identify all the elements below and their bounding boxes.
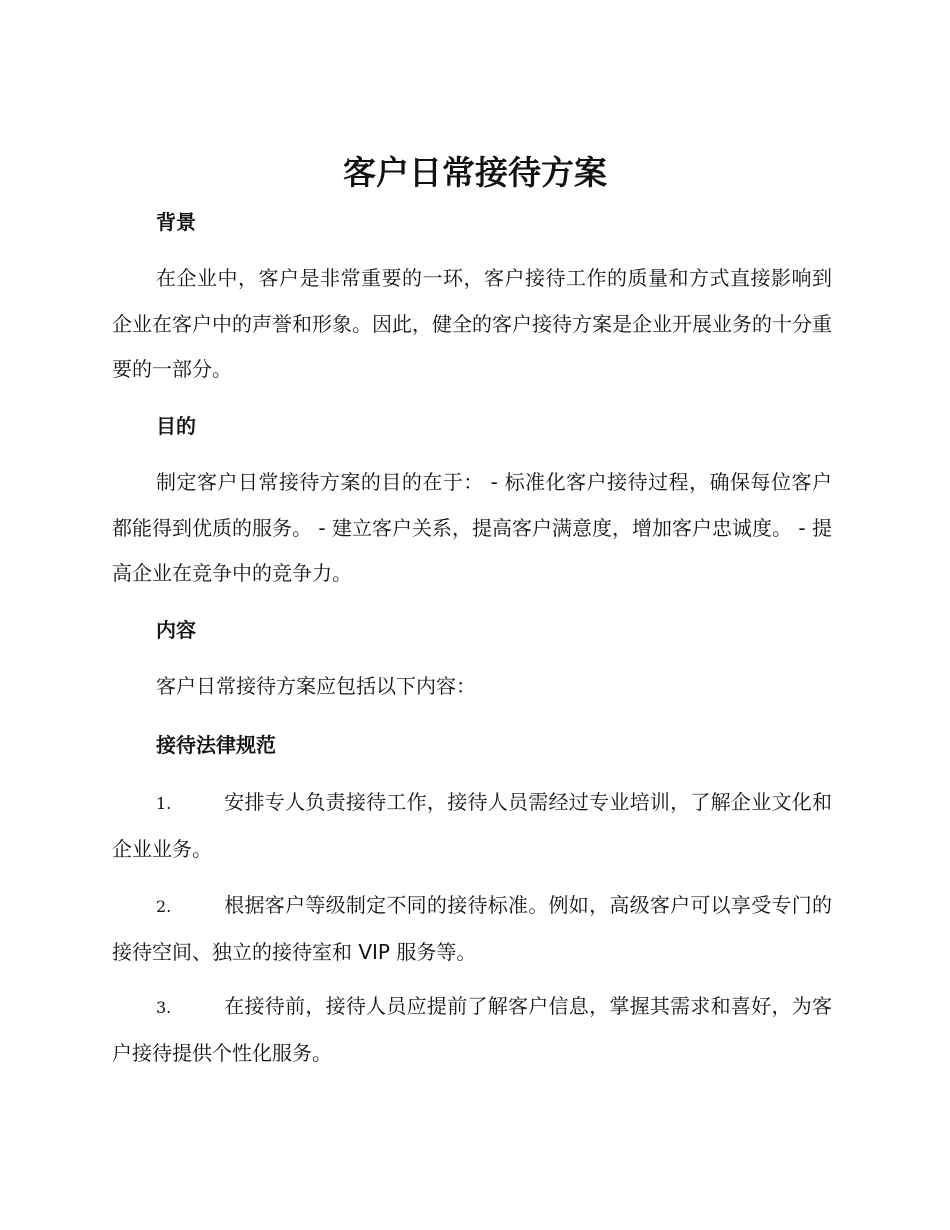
- list-item-number: 3.: [156, 998, 172, 1017]
- list-item-text: 根据客户等级制定不同的接待标准。例如，高级客户可以享受专门的接待空间、独立的接待室和 VIP 服务等。: [112, 893, 832, 964]
- list-item-text: 在接待前，接待人员应提前了解客户信息，掌握其需求和喜好，为客户接待提供个性化服务。: [112, 994, 832, 1065]
- paragraph-purpose: 制定客户日常接待方案的目的在于： - 标准化客户接待过程，确保每位客户都能得到优质的服务。 - 建立客户关系，提高客户满意度，增加客户忠诚度。 - 提高企业在竞争中的竞争力。: [112, 470, 832, 585]
- list-item-number: 2.: [156, 897, 172, 916]
- document-title: 客户日常接待方案: [343, 153, 607, 192]
- section-heading-content: 内容: [156, 618, 196, 642]
- list-item-number: 1.: [156, 794, 172, 813]
- section-heading-legal: 接待法律规范: [156, 733, 276, 757]
- section-heading-background: 背景: [156, 210, 196, 234]
- list-item: [112, 984, 832, 1076]
- paragraph-content: 客户日常接待方案应包括以下内容：: [156, 674, 476, 698]
- paragraph-background: 在企业中，客户是非常重要的一环，客户接待工作的质量和方式直接影响到企业在客户中的声誉和形象。因此，健全的客户接待方案是企业开展业务的十分重要的一部分。: [112, 266, 832, 381]
- list-item: [112, 883, 832, 975]
- section-heading-purpose: 目的: [156, 414, 196, 438]
- list-item: [112, 780, 832, 872]
- list-item-text: 安排专人负责接待工作，接待人员需经过专业培训，了解企业文化和企业业务。: [112, 790, 832, 861]
